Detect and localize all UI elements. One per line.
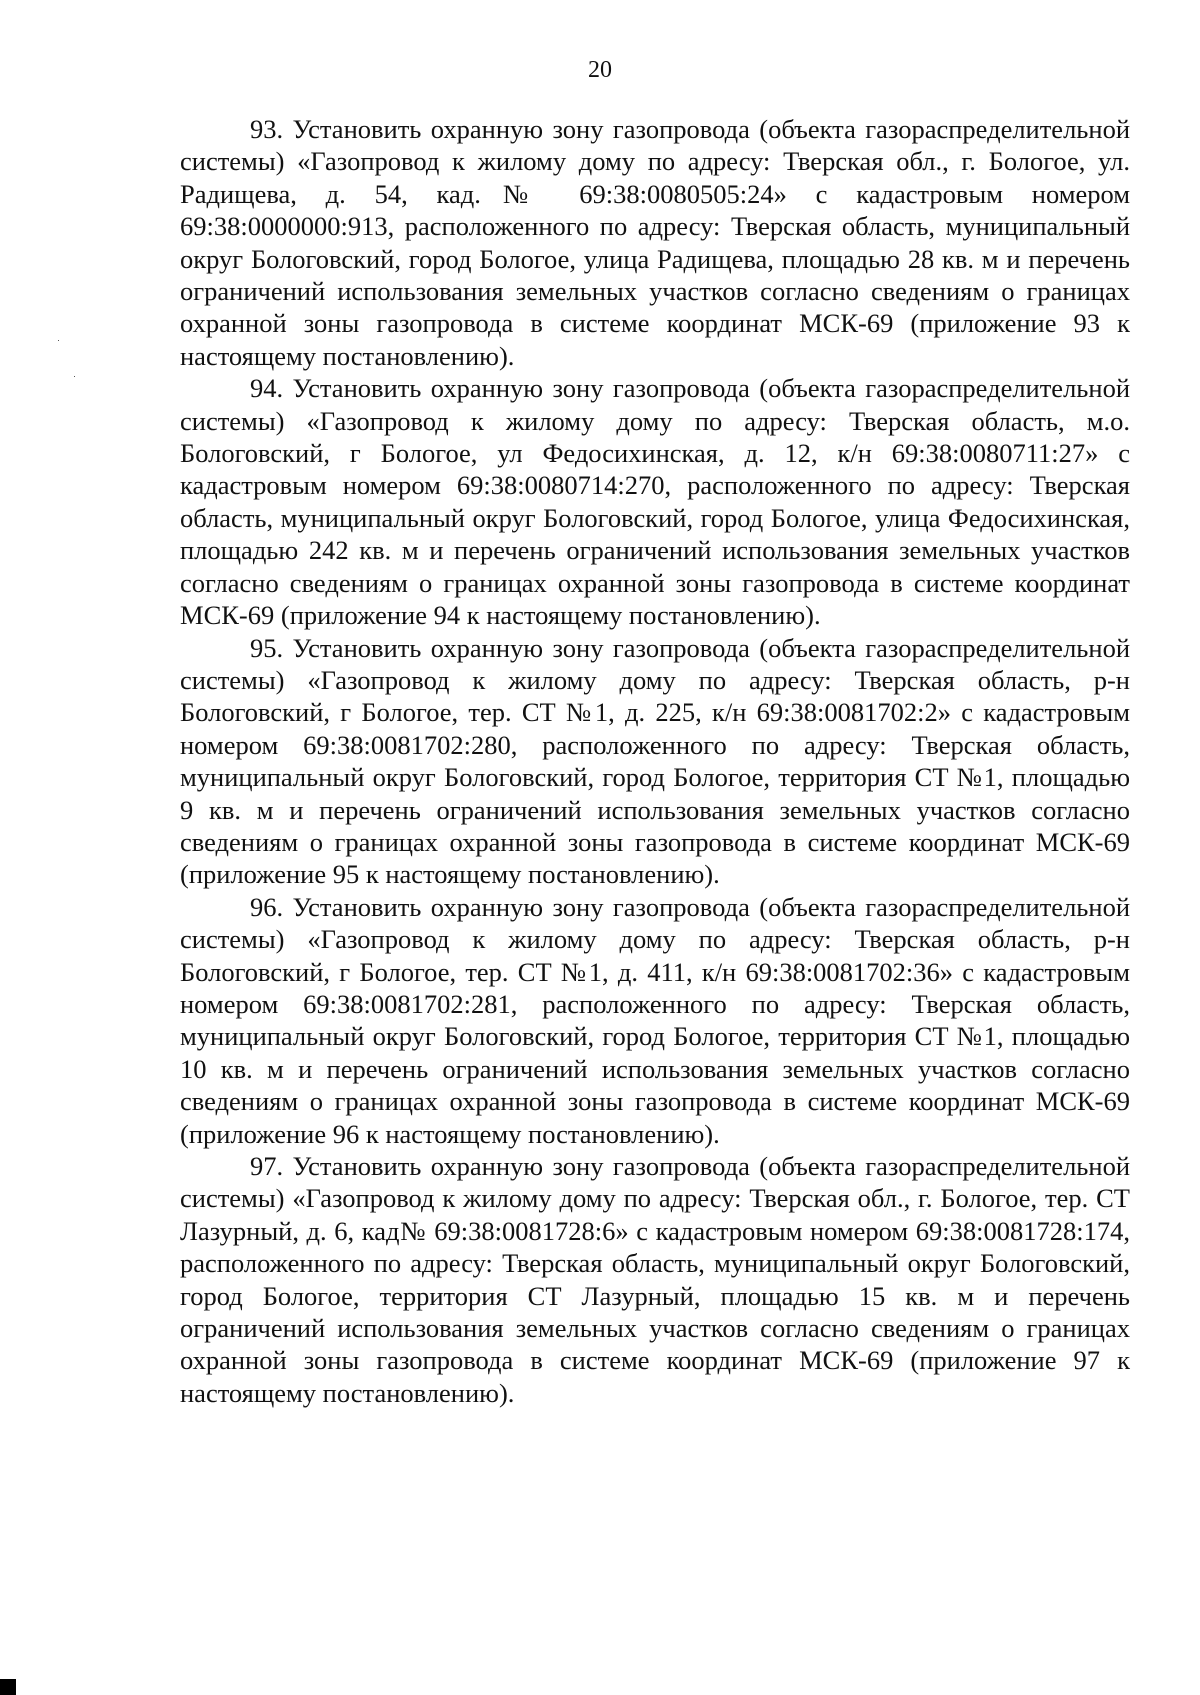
scan-speck (58, 340, 59, 341)
paragraph-97: 97. Установить охранную зону газопровода (объекта газораспределительной системы) «Газопровод к жилому дому по адресу: Тверская обл., г. Бологое, тер. СТ Лазурный, д. 6, кад№ 69:38:0081728:6» с кадастровым номером 69:38:0081728:174, расположенного по адресу: Тверская область, муниципальный округ Бологовский, город Бологое, территория СТ Лазурный, площадью 15 кв. м и перечень ограничений использования земельных участков согласно сведениям о границах охранной зоны газопровода в системе координат МСК-69 (приложение 97 к настоящему постановлению). (180, 1151, 1130, 1408)
document-body (180, 113, 1130, 1409)
paragraph-96: 96. Установить охранную зону газопровода (объекта газораспределительной системы) «Газопровод к жилому дому по адресу: Тверская область, р-н Бологовский, г Бологое, тер. СТ №1, д. 411, к/н 69:38:0081702:36» с кадастровым номером 69:38:0081702:281, расположенного по адресу: Тверская область, муниципальный округ Бологовский, город Бологое, территория СТ №1, площадью 10 кв. м и перечень ограничений использования земельных участков согласно сведениям о границах охранной зоны газопровода в системе координат МСК-69 (приложение 96 к настоящему постановлению). (180, 891, 1130, 1149)
page-number: 20 (588, 57, 612, 83)
scan-speck (74, 376, 75, 377)
paragraph-94: 94. Установить охранную зону газопровода (объекта газораспределительной системы) «Газопровод к жилому дому по адресу: Тверская область, м.о. Бологовский, г Бологое, ул Федосихинская, д. 12, к/н 69:38:0080711:27» с кадастровым номером 69:38:0080714:270, расположенного по адресу: Тверская область, муниципальный округ Бологовский, город Бологое, улица Федосихинская, площадью 242 кв. м и перечень ограничений использования земельных участков согласно сведениям о границах охранной зоны газопровода в системе координат МСК-69 (приложение 94 к настоящему постановлению). (180, 373, 1130, 631)
paragraph-95: 95. Установить охранную зону газопровода (объекта газораспределительной системы) «Газопровод к жилому дому по адресу: Тверская область, р-н Бологовский, г Бологое, тер. СТ №1, д. 225, к/н 69:38:0081702:2» с кадастровым номером 69:38:0081702:280, расположенного по адресу: Тверская область, муниципальный округ Бологовский, город Бологое, территория СТ №1, площадью 9 кв. м и перечень ограничений использования земельных участков согласно сведениям о границах охранной зоны газопровода в системе координат МСК-69 (приложение 95 к настоящему постановлению). (180, 632, 1130, 890)
paragraph-93: 93. Установить охранную зону газопровода (объекта газораспределительной системы) «Газопровод к жилому дому по адресу: Тверская обл., г. Бологое, ул. Радищева, д. 54, кад.№ 69:38:0080505:24» с кадастровым номером 69:38:0000000:913, расположенного по адресу: Тверская область, муниципальный округ Бологовский, город Бологое, улица Радищева, площадью 28 кв. м и перечень ограничений использования земельных участков согласно сведениям о границах охранной зоны газопровода в системе координат МСК-69 (приложение 93 к настоящему постановлению). (180, 114, 1130, 371)
scan-corner-mark (0, 1679, 16, 1695)
